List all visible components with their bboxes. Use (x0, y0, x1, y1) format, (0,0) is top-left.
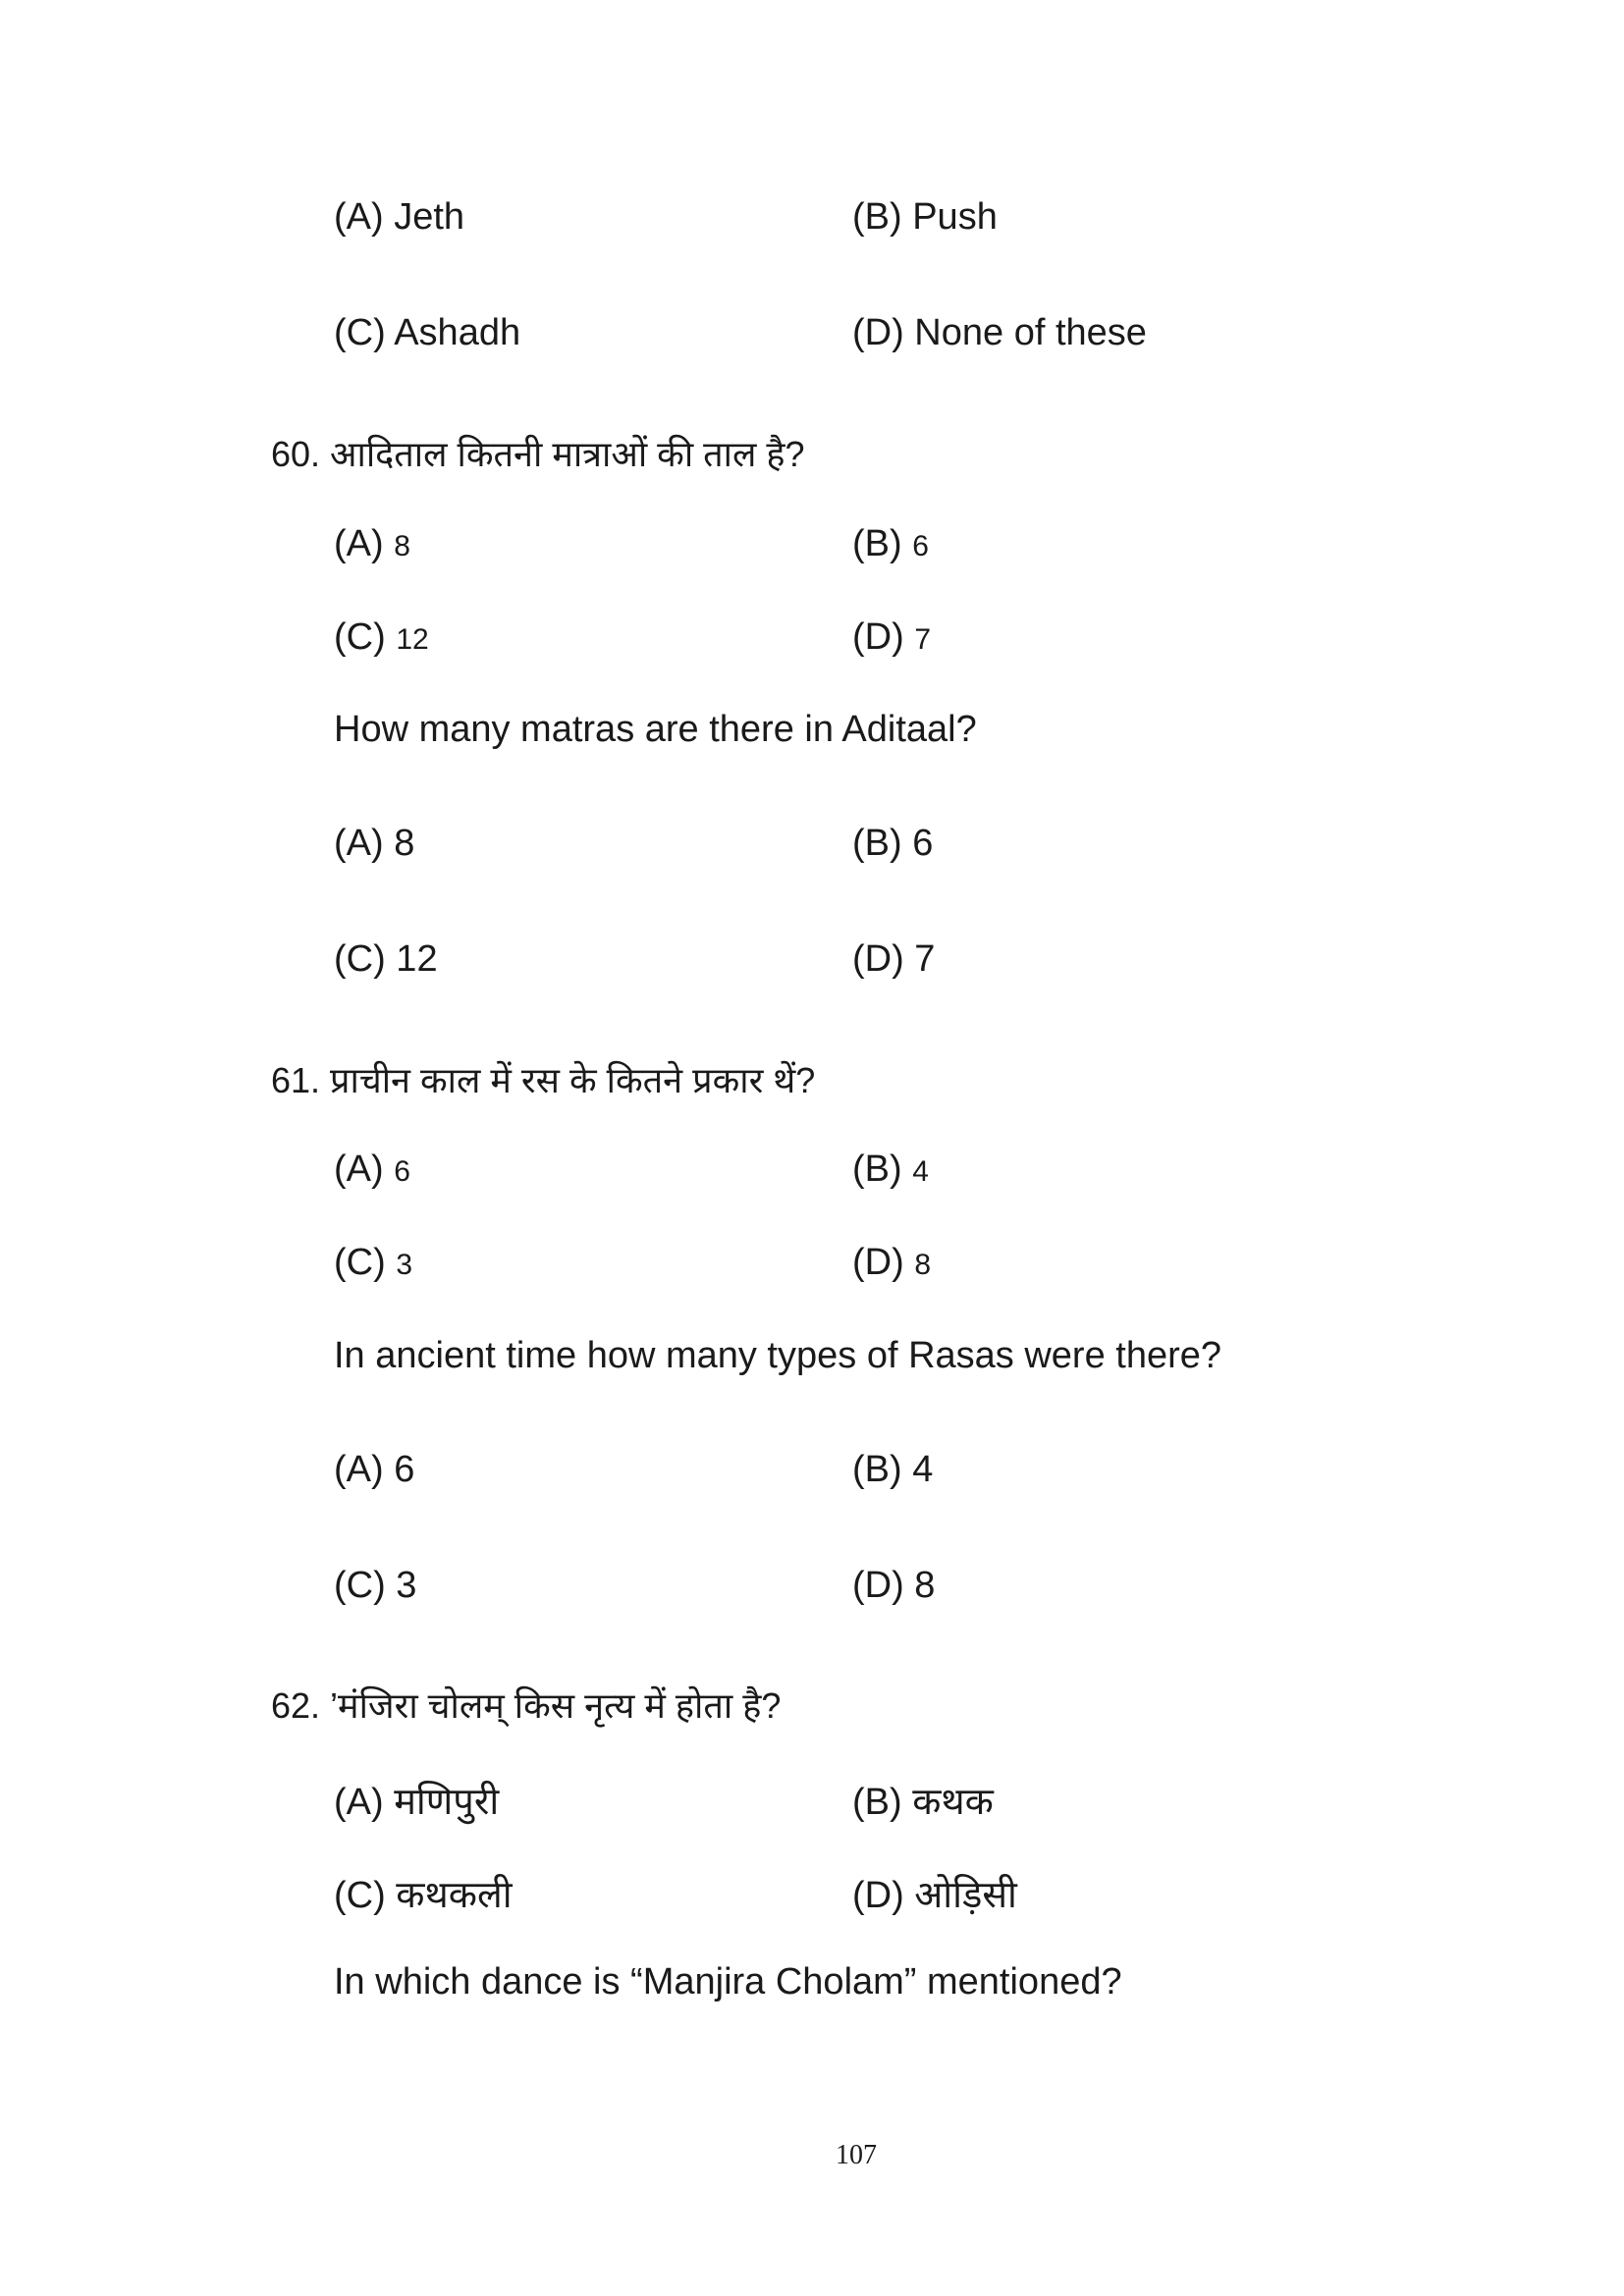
q62-hindi-option-c: (C) कथकली (334, 1875, 513, 1916)
q61-english-question: In ancient time how many types of Rasas were there? (334, 1335, 1222, 1376)
option-prefix: (A) (334, 1148, 384, 1190)
q60-english-option-c: (C) 12 (334, 938, 438, 980)
option-value: 6 (912, 530, 929, 562)
q60-hindi-question: 60. आदिताल कितनी मात्राओं की ताल है? (271, 434, 805, 474)
q59-option-d: (D) None of these (852, 312, 1147, 353)
option-value: 8 (394, 530, 410, 562)
q62-hindi-option-b: (B) कथक (852, 1782, 994, 1823)
option-prefix: (A) (334, 523, 384, 564)
option-value: 6 (394, 1155, 410, 1188)
option-value: 12 (396, 623, 429, 656)
option-prefix: (C) (334, 616, 386, 658)
page-number: 107 (836, 2140, 877, 2170)
q59-option-b: (B) Push (852, 196, 998, 238)
option-value: 8 (914, 1249, 932, 1281)
q62-hindi-option-d: (D) ओड़िसी (852, 1875, 1017, 1916)
option-prefix: (D) (852, 1242, 904, 1283)
option-value: 4 (912, 1155, 929, 1188)
q60-english-question: How many matras are there in Aditaal? (334, 709, 977, 750)
option-prefix: (B) (852, 1148, 902, 1190)
q61-english-option-a: (A) 6 (334, 1449, 415, 1490)
q60-english-option-a: (A) 8 (334, 823, 415, 864)
q60-hindi-option-a (334, 523, 410, 565)
q59-option-c: (C) Ashadh (334, 312, 521, 353)
option-value: 7 (914, 623, 932, 656)
q60-hindi-option-d (852, 616, 931, 659)
q61-hindi-option-d (852, 1242, 931, 1284)
q60-hindi-option-c (334, 616, 429, 659)
q60-english-option-d: (D) 7 (852, 938, 936, 980)
option-prefix: (D) (852, 616, 904, 658)
q62-english-question: In which dance is “Manjira Cholam” mentioned? (334, 1961, 1122, 2002)
option-value: 3 (396, 1249, 413, 1281)
q60-english-option-b: (B) 6 (852, 823, 934, 864)
q61-hindi-option-b (852, 1148, 929, 1191)
option-prefix: (C) (334, 1242, 386, 1283)
q61-hindi-option-c (334, 1242, 412, 1284)
q59-option-a: (A) Jeth (334, 196, 465, 238)
q61-hindi-option-a (334, 1148, 410, 1191)
q61-english-option-d: (D) 8 (852, 1565, 936, 1606)
option-prefix: (B) (852, 523, 902, 564)
q61-english-option-c: (C) 3 (334, 1565, 417, 1606)
q61-hindi-question: 61. प्राचीन काल में रस के कितने प्रकार थें? (271, 1060, 816, 1100)
q61-english-option-b: (B) 4 (852, 1449, 934, 1490)
q62-hindi-option-a: (A) मणिपुरी (334, 1782, 500, 1823)
q60-hindi-option-b (852, 523, 929, 565)
q62-hindi-question: 62. ’मंजिरा चोलम् किस नृत्य में होता है? (271, 1685, 782, 1726)
